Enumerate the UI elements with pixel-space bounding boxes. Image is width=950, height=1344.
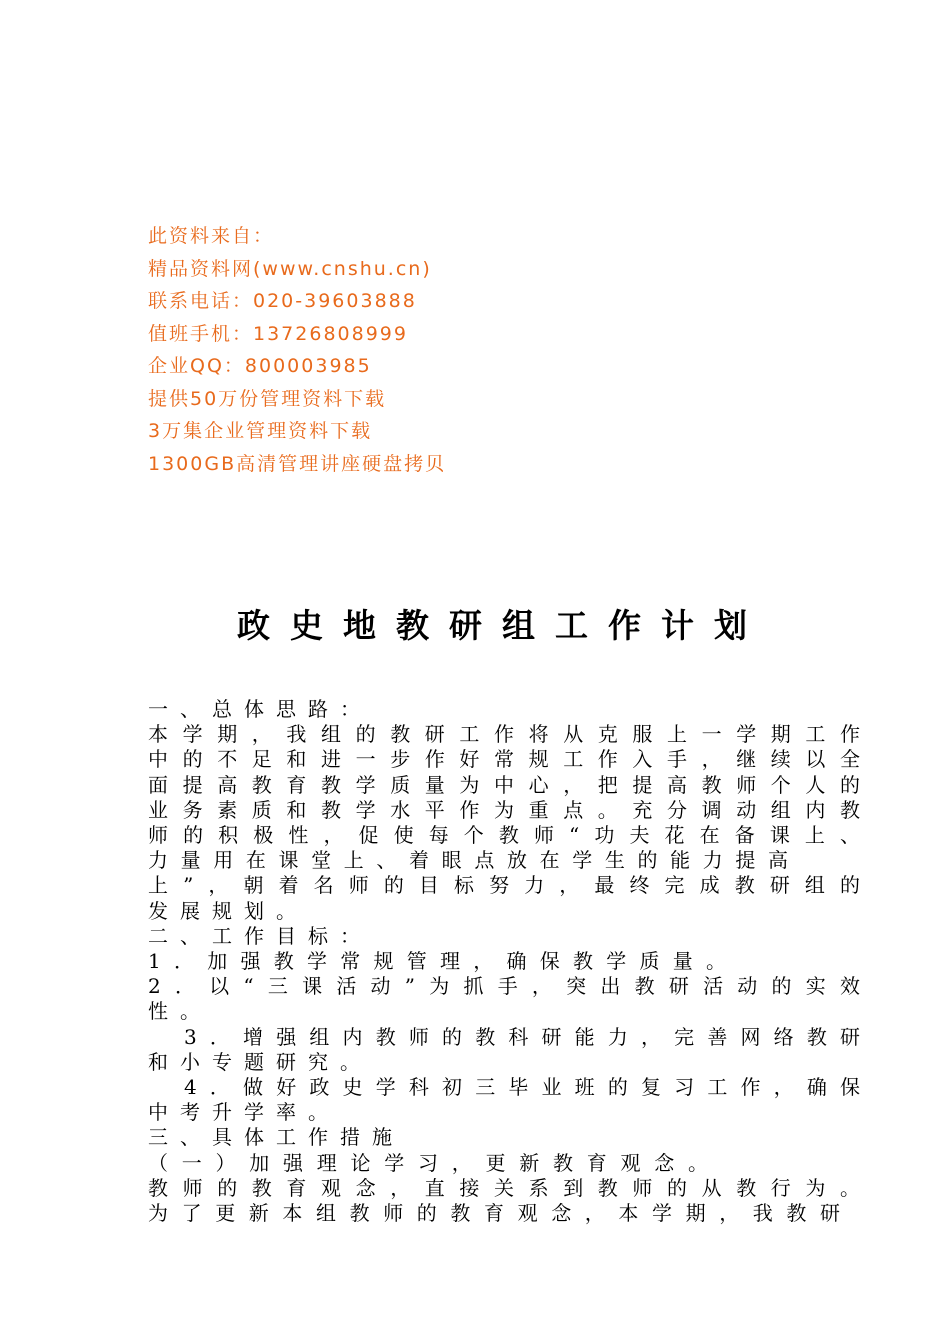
document-body: [148, 697, 860, 1226]
source-line: 此资料来自：: [148, 225, 275, 247]
source-qq-line: 企业QQ：800003985: [148, 355, 372, 377]
goal-item: 2．以“三课活动”为抓手，突出教研活动的实效: [148, 974, 860, 999]
paragraph-line: 发展规划。: [148, 898, 308, 923]
paragraph-line: 中的不足和进一步作好常规工作入手，继续以全: [148, 747, 860, 772]
source-promo-line: 提供50万份管理资料下载: [148, 387, 387, 410]
section-heading: 三、具体工作措施: [148, 1125, 404, 1150]
paragraph-line: 师的积极性，促使每个教师“功夫花在备课上、: [148, 823, 860, 848]
goal-item: 和小专题研究。: [148, 1049, 372, 1074]
document-title: 政史地教研组工作计划: [237, 606, 767, 645]
source-phone-line: 联系电话：020-39603888: [148, 290, 417, 312]
source-website-line: 精品资料网(www.cnshu.cn): [148, 257, 432, 280]
paragraph-line: 本学期，我组的教研工作将从克服上一学期工作: [148, 722, 860, 747]
subsection-heading: （一）加强理论学习，更新教育观念。: [148, 1150, 708, 1175]
goal-item: 4．做好政史学科初三毕业班的复习工作，确保: [184, 1075, 860, 1100]
section-heading: 一、总体思路：: [148, 697, 372, 721]
goal-item: 中考升学率。: [148, 1100, 340, 1125]
paragraph-line: 上”，朝着名师的目标努力，最终完成教研组的: [148, 873, 860, 898]
paragraph-line: 为了更新本组教师的教育观念，本学期，我教研: [148, 1201, 840, 1226]
paragraph-line: 力量用在课堂上、着眼点放在学生的能力提高: [148, 848, 788, 873]
goal-item: 3．增强组内教师的教科研能力，完善网络教研: [184, 1024, 860, 1049]
source-promo-line: 1300GB高清管理讲座硬盘拷贝: [148, 452, 447, 475]
paragraph-line: 面提高教育教学质量为中心，把提高教师个人的: [148, 772, 860, 797]
source-info-block: [148, 220, 446, 480]
paragraph-line: 业务素质和教学水平作为重点。充分调动组内教: [148, 797, 860, 822]
paragraph-line: 教师的教育观念，直接关系到教师的从教行为。: [148, 1175, 860, 1200]
section-heading: 二、工作目标：: [148, 923, 372, 948]
source-mobile-line: 值班手机：13726808999: [148, 322, 408, 345]
goal-item: 性。: [148, 999, 212, 1024]
goal-item: 1．加强教学常规管理，确保教学质量。: [148, 949, 726, 974]
source-promo-line: 3万集企业管理资料下载: [148, 420, 373, 442]
